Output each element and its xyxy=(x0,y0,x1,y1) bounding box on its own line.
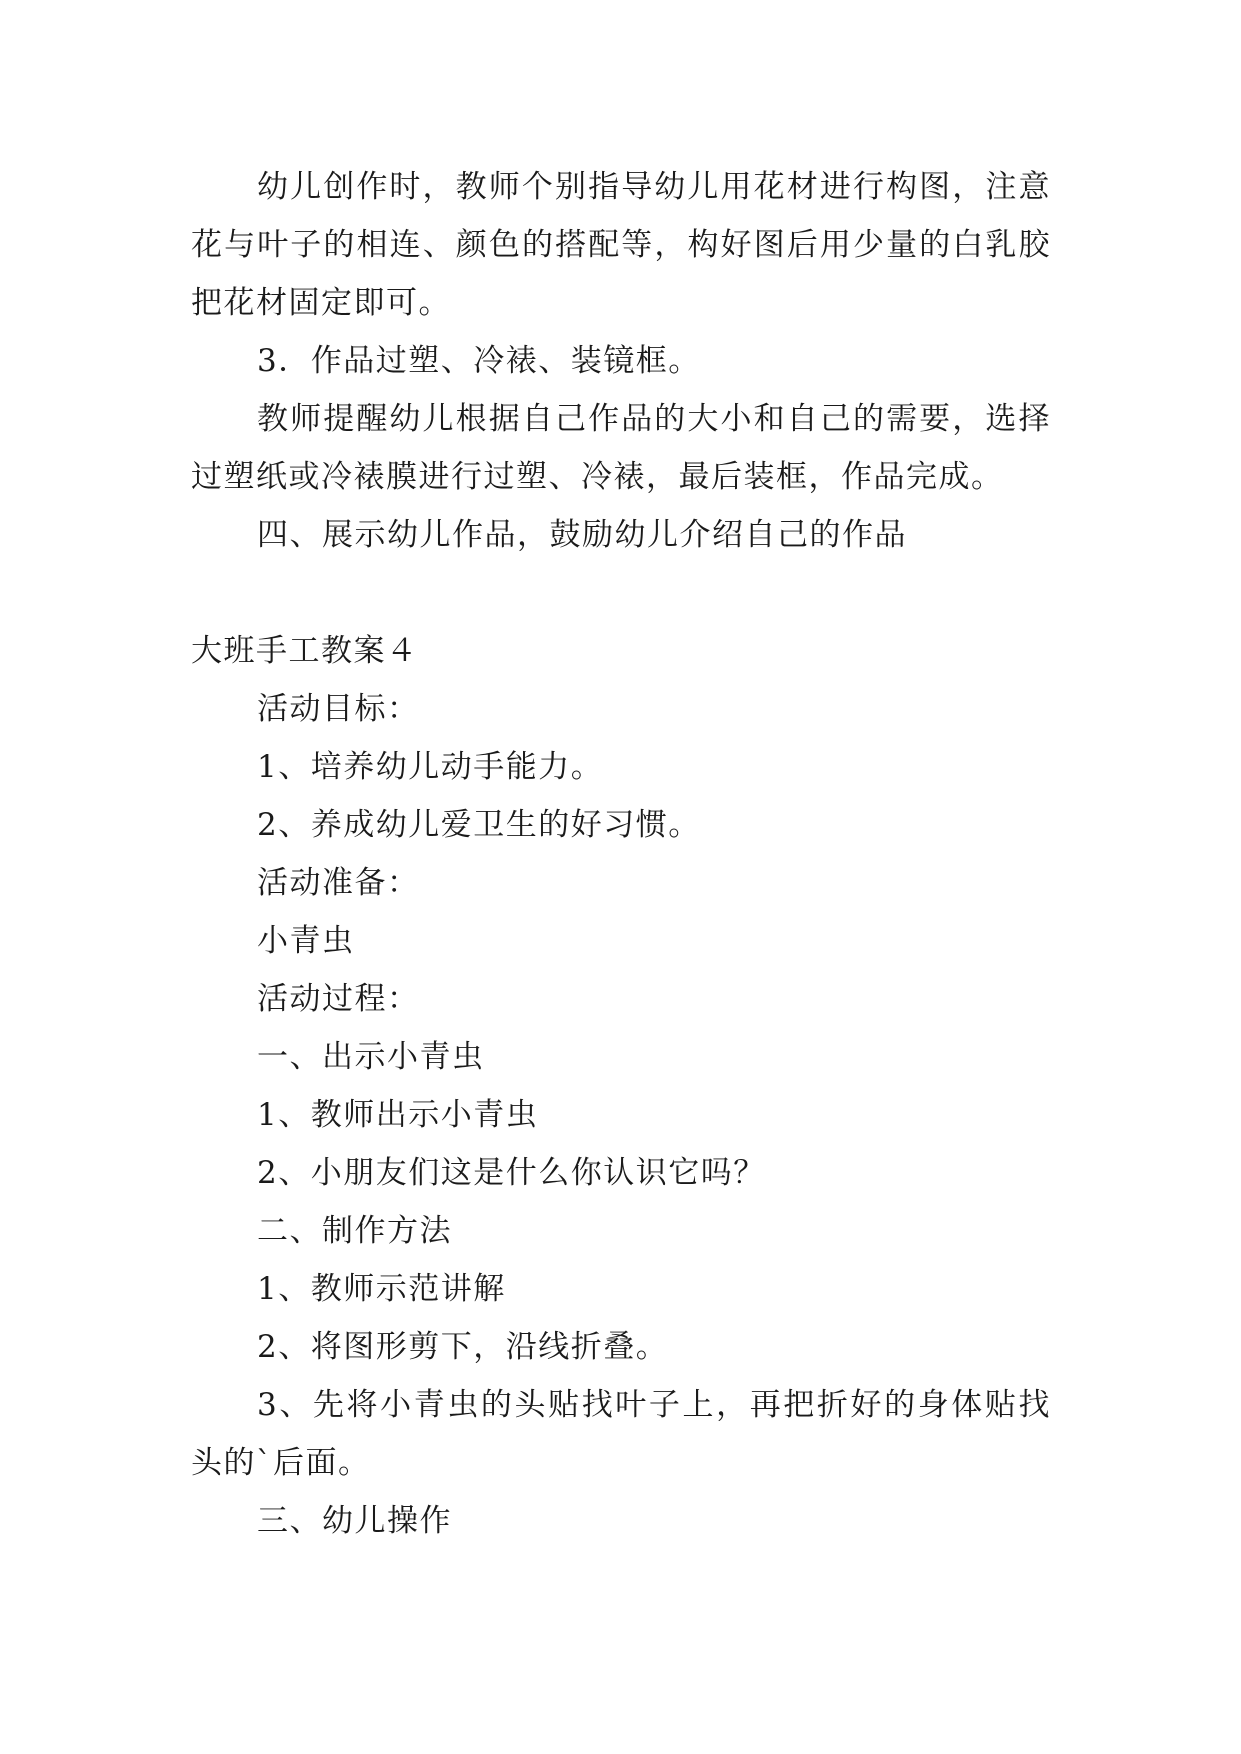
paragraph-activity-process: 活动过程： xyxy=(257,981,420,1017)
document-body xyxy=(191,158,1051,1550)
paragraph-step-three: 三、幼儿操作 xyxy=(257,1503,452,1539)
paragraph-section-4: 四、展示幼儿作品，鼓励幼儿介绍自己的作品 xyxy=(257,517,907,553)
paragraph-prep-item: 小青虫 xyxy=(257,923,355,959)
paragraph-creation-guidance: 幼儿创作时，教师个别指导幼儿用花材进行构图，注意花与叶子的相连、颜色的搭配等，构好图后用少量的白乳胶把花材固定即可。 xyxy=(191,169,1051,321)
paragraph-step-one: 一、出示小青虫 xyxy=(257,1039,485,1075)
paragraph-teacher-reminder: 教师提醒幼儿根据自己作品的大小和自己的需要，选择过塑纸或冷裱膜进行过塑、冷裱，最后装框，作品完成。 xyxy=(191,401,1051,495)
section-spacer xyxy=(191,564,1051,622)
paragraph-step-two: 二、制作方法 xyxy=(257,1213,452,1249)
paragraph-step-two-3: 3、先将小青虫的头贴找叶子上，再把折好的身体贴找头的`后面。 xyxy=(191,1387,1051,1481)
paragraph-goal-1: 1、培养幼儿动手能力。 xyxy=(257,749,604,785)
paragraph-step-one-1: 1、教师出示小青虫 xyxy=(257,1097,539,1133)
section-title: 大班手工教案４ xyxy=(191,633,419,669)
paragraph-activity-prep: 活动准备： xyxy=(257,865,420,901)
paragraph-step-one-2: 2、小朋友们这是什么你认识它吗？ xyxy=(257,1155,766,1191)
paragraph-step-two-2: 2、将图形剪下，沿线折叠。 xyxy=(257,1329,669,1365)
paragraph-activity-goals: 活动目标： xyxy=(257,691,420,727)
paragraph-goal-2: 2、养成幼儿爱卫生的好习惯。 xyxy=(257,807,701,843)
paragraph-step-two-1: 1、教师示范讲解 xyxy=(257,1271,506,1307)
paragraph-step-3: 3．作品过塑、冷裱、装镜框。 xyxy=(257,343,701,379)
